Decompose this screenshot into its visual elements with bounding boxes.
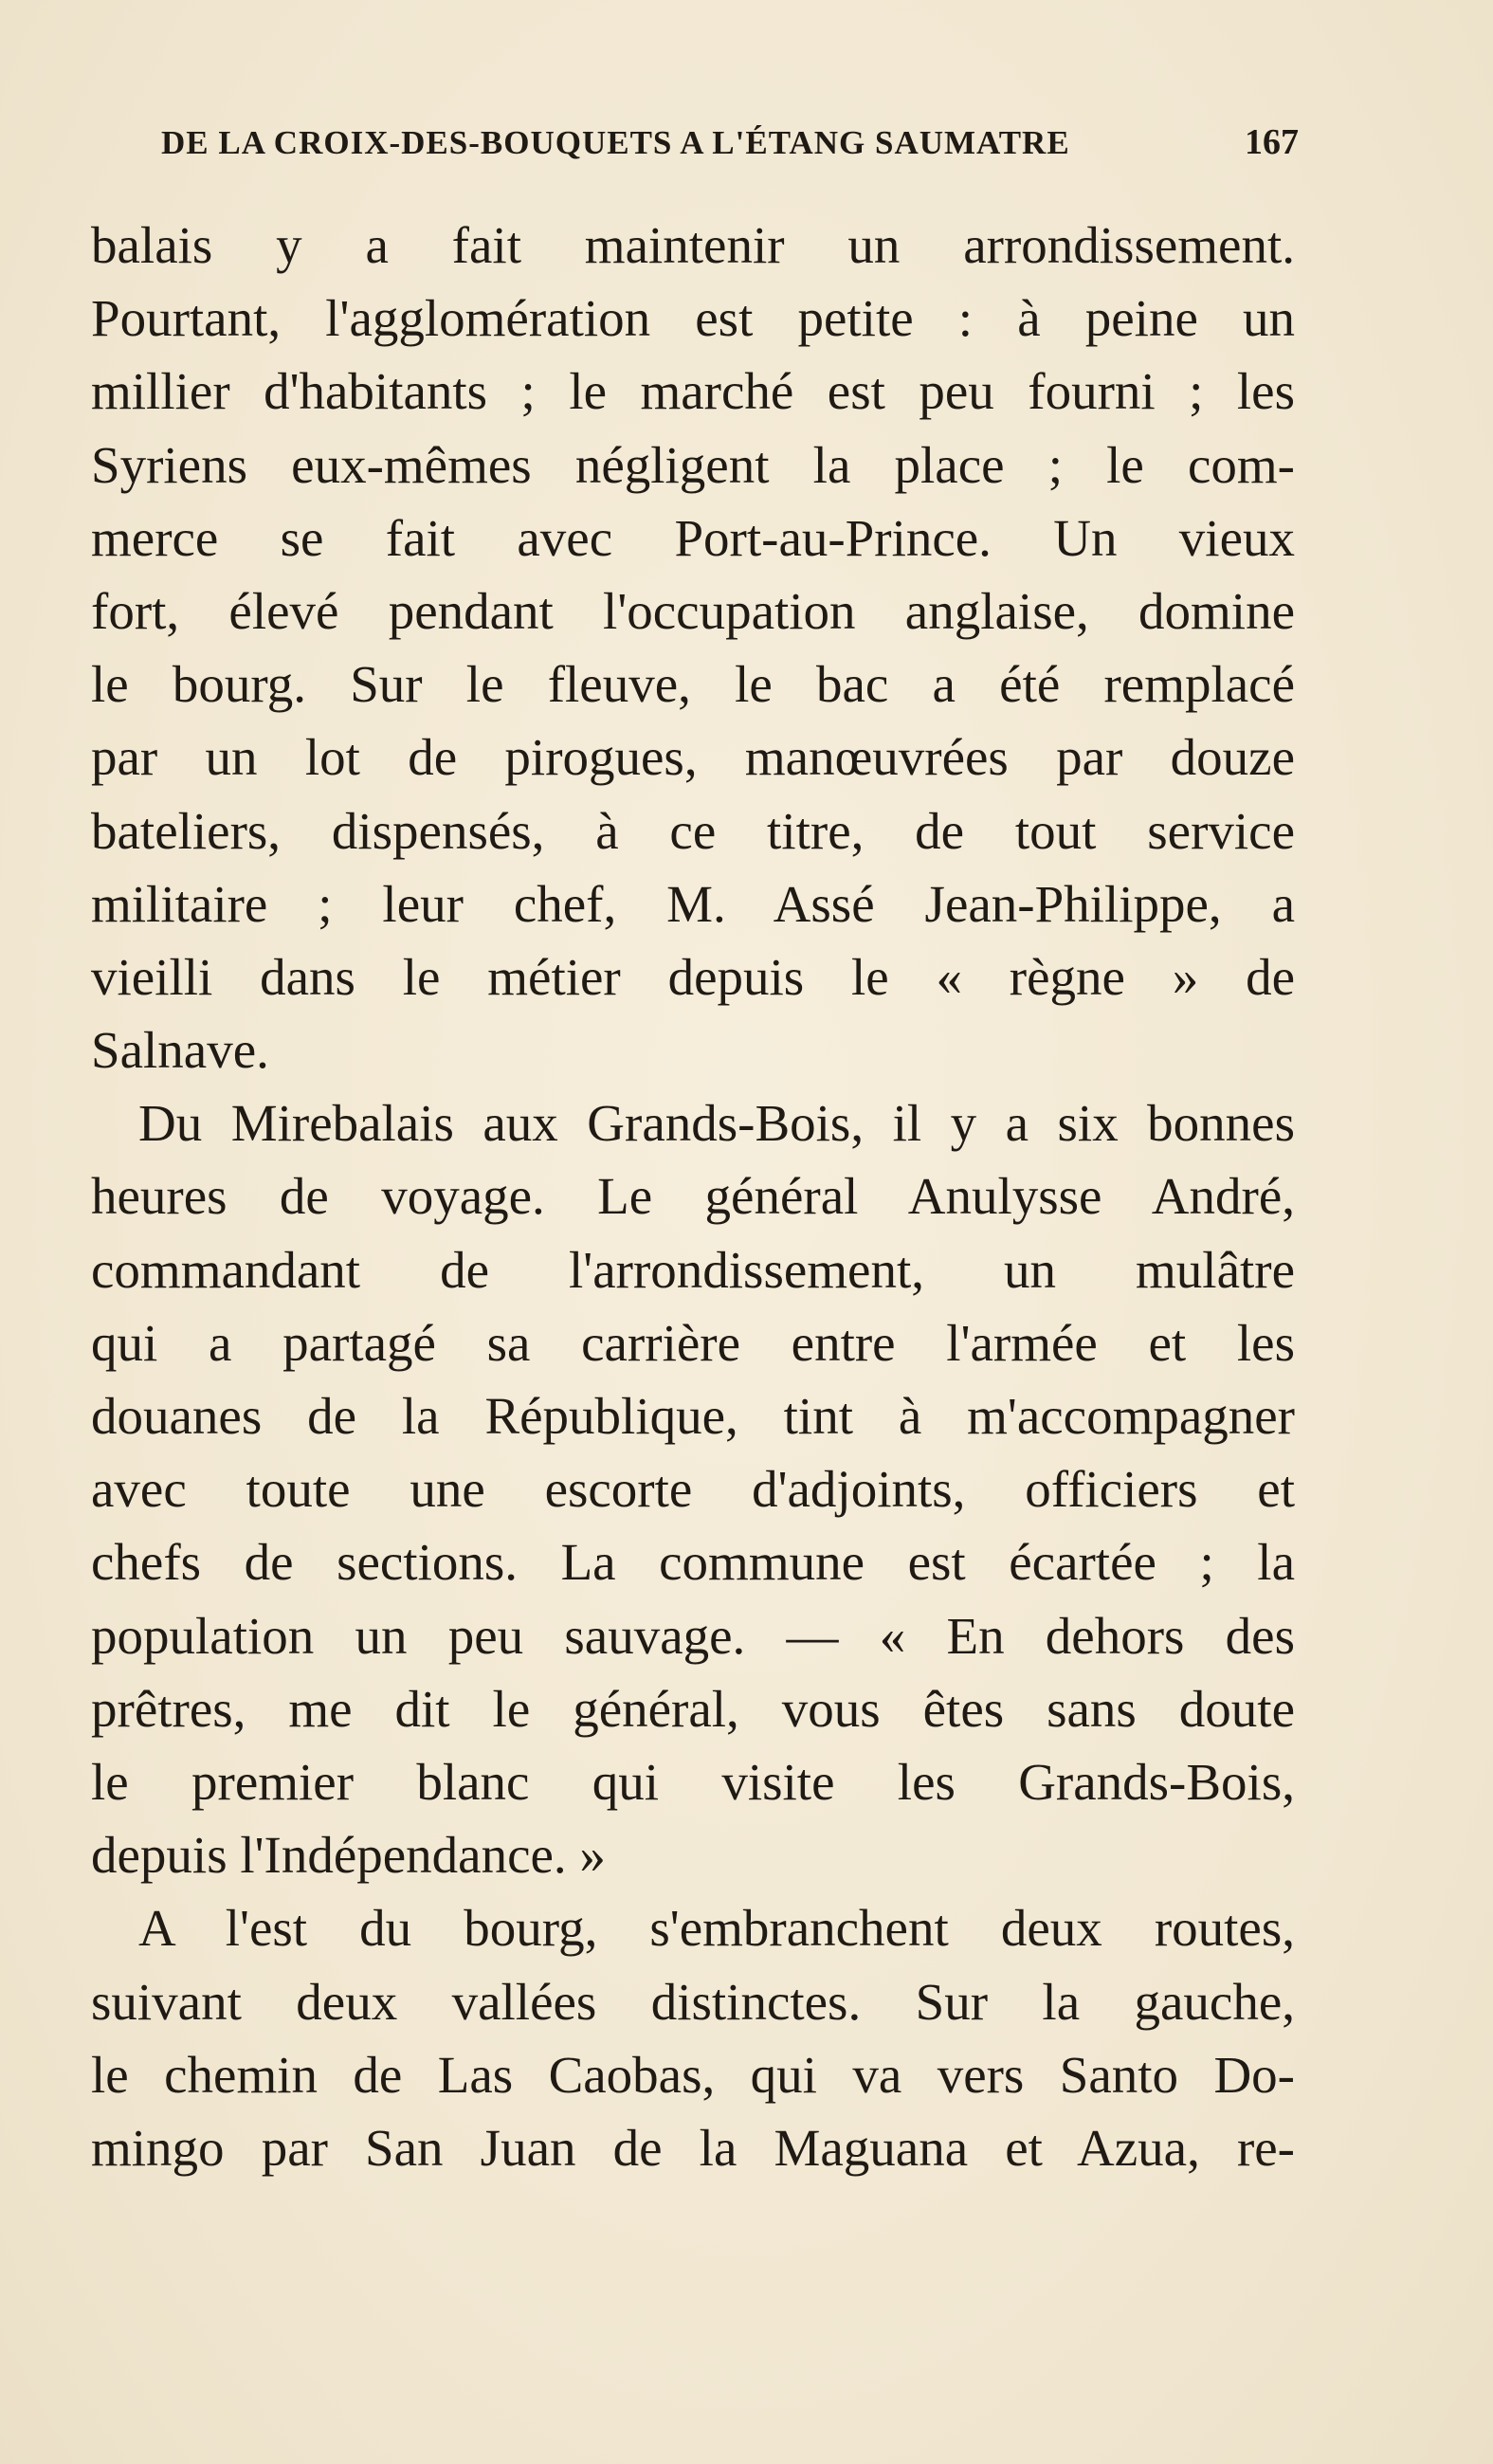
text-line: mingo par San Juan de la Maguana et Azua, re- (91, 2118, 1295, 2177)
text-line: Salnave. (91, 1021, 269, 1080)
text-line: le premier blanc qui visite les Grands-Bois, (91, 1752, 1295, 1811)
text-line: chefs de sections. La commune est écartée ; la (91, 1533, 1295, 1592)
text-line: Pourtant, l'agglomération est petite : à peine un (91, 289, 1295, 348)
text-line: Du Mirebalais aux Grands-Bois, il y a six bonnes (138, 1094, 1295, 1153)
text-line: Syriens eux-mêmes négligent la place ; le com- (91, 435, 1295, 494)
text-line: le chemin de Las Caobas, qui va vers Santo Do- (91, 2045, 1295, 2104)
text-line: commandant de l'arrondissement, un mulâtre (91, 1240, 1295, 1299)
page-number: 167 (1245, 122, 1299, 162)
paragraph-3 (91, 1891, 1295, 2184)
text-line: bateliers, dispensés, à ce titre, de tout service (91, 801, 1295, 860)
paragraph-2 (91, 1086, 1295, 1891)
text-line: prêtres, me dit le général, vous êtes sans doute (91, 1679, 1295, 1738)
text-line: par un lot de pirogues, manœuvrées par douze (91, 728, 1295, 787)
text-line: avec toute une escorte d'adjoints, officiers et (91, 1460, 1295, 1519)
text-line: douanes de la République, tint à m'accompagner (91, 1387, 1295, 1445)
text-line: balais y a fait maintenir un arrondissement. (91, 216, 1295, 274)
text-line: vieilli dans le métier depuis le « règne » de (91, 947, 1295, 1006)
body-text (91, 209, 1295, 2184)
text-line: millier d'habitants ; le marché est peu fourni ; les (91, 362, 1295, 421)
text-line: qui a partagé sa carrière entre l'armée et les (91, 1313, 1295, 1372)
text-line: A l'est du bourg, s'embranchent deux routes, (138, 1899, 1295, 1958)
running-title: DE LA CROIX-DES-BOUQUETS A L'ÉTANG SAUMATRE (161, 124, 1070, 161)
text-line: heures de voyage. Le général Anulysse André, (91, 1167, 1295, 1226)
text-line: suivant deux vallées distinctes. Sur la gauche, (91, 1972, 1295, 2031)
text-line: militaire ; leur chef, M. Assé Jean-Philippe, a (91, 874, 1295, 933)
paragraph-1 (91, 209, 1295, 1086)
running-head (161, 121, 1299, 178)
text-line: merce se fait avec Port-au-Prince. Un vieux (91, 508, 1295, 567)
text-line: depuis l'Indépendance. » (91, 1826, 606, 1885)
text-line: population un peu sauvage. — « En dehors des (91, 1606, 1295, 1665)
text-line: fort, élevé pendant l'occupation anglaise, domine (91, 581, 1295, 640)
text-line: le bourg. Sur le fleuve, le bac a été remplacé (91, 655, 1295, 714)
